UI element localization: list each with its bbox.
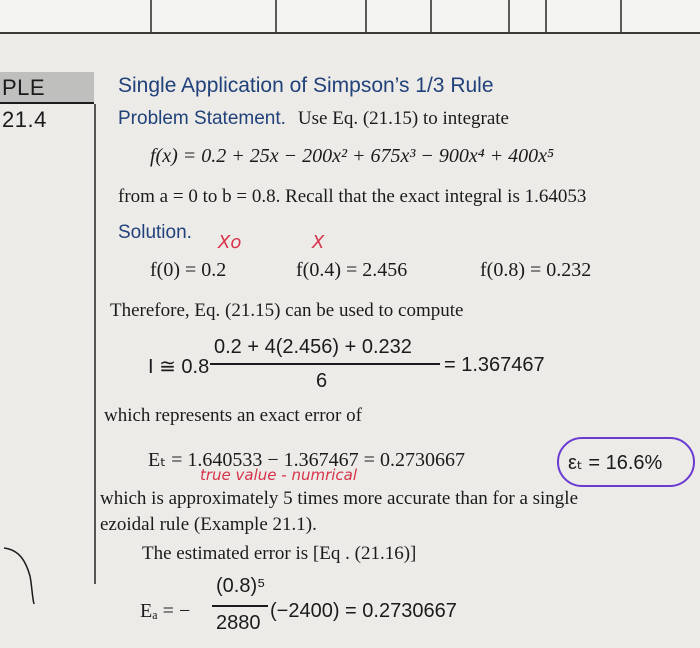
problem-text: Use Eq. (21.15) to integrate bbox=[297, 108, 509, 129]
integral-prefix: I ≅ 0.8 bbox=[148, 356, 210, 378]
integral-result: = 1.367467 bbox=[444, 354, 545, 376]
function-equation: f(x) = 0.2 + 25x − 200x² + 675x³ − 900x⁴ + 400x⁵ bbox=[150, 145, 555, 167]
handwritten-note: true value - numrical bbox=[200, 466, 358, 484]
example-tag: PLE 21.4 bbox=[0, 72, 94, 104]
range-text: from a = 0 to b = 0.8. Recall that the exact integral is 1.64053 bbox=[118, 186, 587, 207]
integral-numerator: 0.2 + 4(2.456) + 0.232 bbox=[214, 336, 412, 358]
problem-statement-line bbox=[118, 108, 509, 130]
value-f0: f(0) = 0.2 bbox=[150, 259, 227, 281]
estimated-error-text: The estimated error is [Eq . (21.16)] bbox=[142, 543, 417, 564]
value-f08: f(0.8) = 0.232 bbox=[480, 259, 592, 281]
value-f04: f(0.4) = 2.456 bbox=[296, 259, 408, 281]
solution-label: Solution. bbox=[118, 222, 192, 243]
approx-error-result: (−2400) = 0.2730667 bbox=[270, 600, 457, 622]
note-x: X bbox=[312, 232, 325, 253]
integral-denominator: 6 bbox=[316, 370, 328, 392]
relative-error: εₜ = 16.6% bbox=[568, 452, 663, 474]
error-intro: which represents an exact error of bbox=[104, 405, 362, 426]
true-error-equation: Eₜ = 1.640533 − 1.367467 = 0.2730667 bbox=[148, 449, 465, 471]
integral-fraction-bar bbox=[210, 363, 440, 365]
accuracy-line-1: which is approximately 5 times more accurate than for a single bbox=[100, 488, 579, 509]
left-rule bbox=[94, 104, 96, 584]
therefore-text: Therefore, Eq. (21.15) can be used to compute bbox=[110, 300, 464, 321]
approx-error-prefix: Eₐ = − bbox=[140, 600, 191, 622]
approx-error-fraction-bar bbox=[212, 605, 268, 607]
pen-mark-curve bbox=[0, 540, 60, 610]
accuracy-line-2: ezoidal rule (Example 21.1). bbox=[100, 514, 317, 535]
approx-error-denominator: 2880 bbox=[216, 612, 261, 634]
approx-error-numerator: (0.8)⁵ bbox=[216, 575, 266, 597]
note-x0: Xo bbox=[218, 232, 242, 253]
example-title: Single Application of Simpson’s 1/3 Rule bbox=[118, 74, 494, 97]
table-grid-top bbox=[0, 0, 700, 34]
problem-label: Problem Statement. bbox=[118, 108, 286, 129]
